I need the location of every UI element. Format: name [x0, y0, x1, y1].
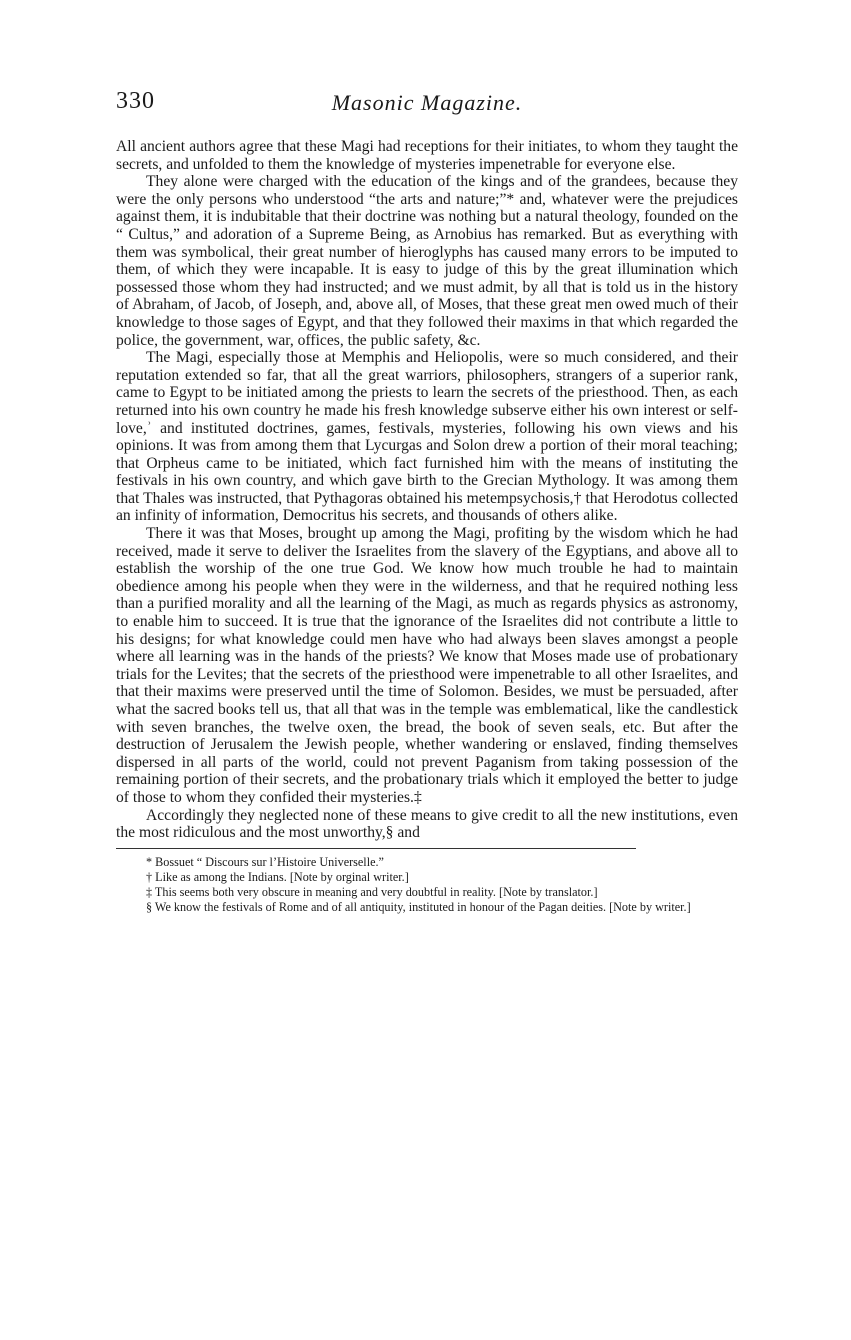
footnote: § We know the festivals of Rome and of all antiquity, instituted in honour of the Pagan deities. [Note by writer.] [146, 899, 691, 914]
footnotes [116, 855, 738, 915]
paragraph: They alone were charged with the education of the kings and of the grandees, because they were the only persons who understood “the arts and nature;”* and, whatever were the prejudices against them, it is indubitable that their doctrine was nothing but a natural theology, founded on the “ Cultus,” and adoration of a Supreme Being, as Arnobius has remarked. But as everything with them was symbolical, their great number of hieroglyphs has caused many errors to be imputed to them, of which they were incapable. It is easy to judge of this by the great illumination which possessed those whom they had instructed; and we must admit, by all that is told us in the history of Abraham, of Jacob, of Joseph, and, above all, of Moses, that these great men owed much of their knowledge to those sages of Egypt, and that they followed their maxims in that which regarded the police, the government, war, offices, the public safety, &c. [116, 173, 738, 349]
page-number: 330 [116, 88, 155, 114]
running-title: Masonic Magazine. [331, 90, 523, 115]
body-text [116, 138, 738, 842]
paragraph: The Magi, especially those at Memphis and Heliopolis, were so much considered, and their reputation extended so far, that all the great warriors, philosophers, strangers of a superior rank, came to Egypt to be initiated among the priests to learn the secrets of the priesthood. Then, as each returned into his own country he made his fresh knowledge subserve either his own interest or self-love,ʾ and instituted doctrines, games, festivals, mysteries, following his own views and his opinions. It was from among them that Lycurgas and Solon drew a portion of their moral teaching; that Orpheus came to be initiated, which fact furnished him with the means of instituting the festivals in his own country, and which gave birth to the Grecian Mythology. It was among them that Thales was instructed, that Pythagoras obtained his metempsychosis,† that Herodotus collected an infinity of information, Democritus his secrets, and thousands of others alike. [116, 349, 738, 525]
footnote: * Bossuet “ Discours sur l’Histoire Universelle.” [146, 854, 384, 869]
page [116, 88, 738, 915]
paragraph: Accordingly they neglected none of these means to give credit to all the new institutions, even the most ridiculous and the most unworthy,§ and [116, 806, 738, 842]
paragraph: All ancient authors agree that these Magi had receptions for their initiates, to whom they taught the secrets, and unfolded to them the knowledge of mysteries impenetrable for everyone else. [116, 138, 738, 173]
footnote-divider [116, 848, 636, 849]
footnote: ‡ This seems both very obscure in meaning and very doubtful in reality. [Note by translator.] [146, 884, 598, 899]
paragraph: There it was that Moses, brought up among the Magi, profiting by the wisdom which he had received, made it serve to deliver the Israelites from the slavery of the Egyptians, and above all to establish the worship of the one true God. We know how much trouble he had to maintain obedience among his people when they were in the wilderness, and that he required nothing less than a purified morality and all the learning of the Magi, as much as regards physics as astronomy, to enable him to succeed. It is true that the ignorance of the Israelites did not contribute a little to his designs; for what knowledge could men have who had always been slaves amongst a people where all learning was in the hands of the priests? We know that Moses made use of probationary trials for the Levites; that the secrets of the priesthood were impenetrable to all other Israelites, and that their maxims were preserved until the time of Solomon. Besides, we must be persuaded, after what the sacred books tell us, that all that was in the temple was emblematical, like the candlestick with seven branches, the twelve oxen, the bread, the book of seven seals, etc. But after the destruction of Jerusalem the Jewish people, whether wandering or enslaved, finding themselves dispersed in all parts of the world, could not prevent Paganism from taking possession of the remaining portion of their secrets, and the probationary trials which it employed the better to judge of those to whom they confided their mysteries.‡ [116, 525, 738, 806]
page-header [116, 88, 738, 128]
footnote: † Like as among the Indians. [Note by orginal writer.] [146, 869, 409, 884]
